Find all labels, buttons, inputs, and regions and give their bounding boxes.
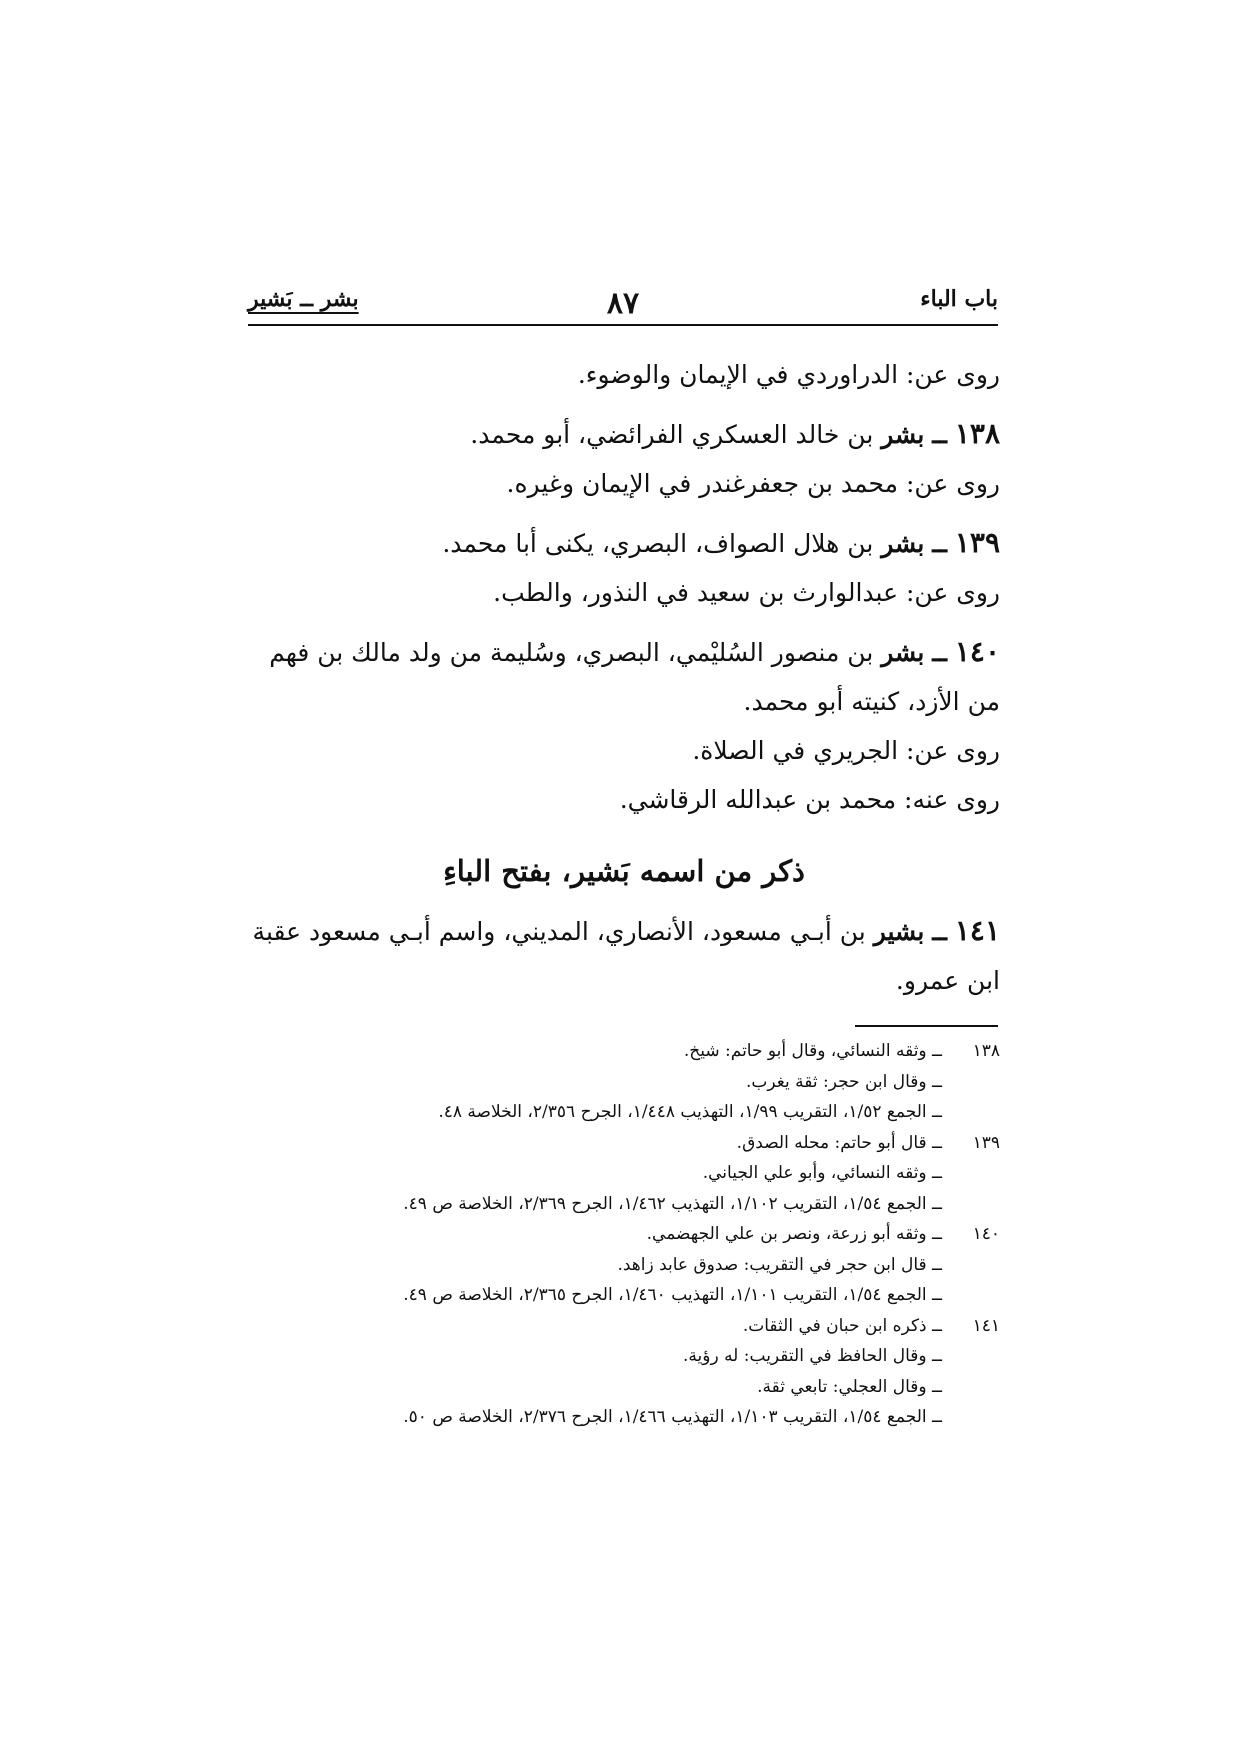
entry-name: بشر [881,638,925,667]
footnote-text: ــ الجمع ١/٥٢، التقريب ١/٩٩، التهذيب ١/٤٤٨، الجرح ٢/٣٥٦، الخلاصة ٤٨. [438,1102,942,1122]
entry-name: بشر [881,529,925,558]
entry-number: ١٣٨ [954,417,1000,450]
entry-138: ١٣٨ ــ بشر بن خالد العسكري الفرائضي، أبو محمد. روى عن: محمد بن جعفرغندر في الإيمان وغيره. [248,409,1000,508]
header-entry-range: بشر ــ بَشير [248,286,359,312]
entry-141: ١٤١ ــ بشير بن أبـي مسعود، الأنصاري، المديني، واسم أبـي مسعود عقبة ابن عمرو. [252,914,1000,995]
footnote-number: ١٣٨ [972,1041,1000,1061]
rawi-line: روى عن: الجريري في الصلاة. [692,736,1000,765]
entry-text: بن منصور السُليْمي، البصري، وسُليمة من ولد مالك بن فهم من الأزد، كنيته أبو محمد. [269,638,1000,716]
rawi-anhu-line: روى عنه: محمد بن عبدالله الرقاشي. [619,785,1000,814]
footnote-text: ــ قال ابن حجر في التقريب: صدوق عابد زاهد. [617,1254,942,1275]
footnotes [248,1036,1000,1433]
footnote-rule [855,1025,998,1027]
page-number: ٨٧ [606,286,640,321]
entry-number: ١٤٠ [954,635,1000,668]
footnote-text: ــ وثقه النسائي، وقال أبو حاتم: شيخ. [683,1041,942,1061]
entry-text: بن هلال الصواف، البصري، يكنى أبا محمد. [442,529,874,558]
section-title: ذكر من اسمه بَشير، بفتح الباءِ [443,854,805,888]
entry-text: بن أبـي مسعود، الأنصاري، المديني، واسم أبـي مسعود عقبة ابن عمرو. [252,917,1000,995]
footnote-text: ــ قال أبو حاتم: محله الصدق. [736,1132,942,1153]
entry-140: ١٤٠ ــ بشر بن منصور السُليْمي، البصري، وسُليمة من ولد مالك بن فهم من الأزد، كنيته أبو محمد. روى عن: الجريري في الصلاة. روى عنه: محمد بن عبدالله الرقاشي. [248,627,1000,824]
main-text [248,350,1000,1005]
header-chapter-title: باب الباء [920,286,998,312]
text-line: روى عن: الدراوردي في الإيمان والوضوء. [577,360,1000,389]
entry-name: بشير [873,917,925,946]
entry-number: ١٤١ [954,914,1000,947]
footnote-text: ــ وقال العجلي: تابعي ثقة. [757,1376,942,1397]
rawi-line: روى عن: محمد بن جعفرغندر في الإيمان وغيره. [506,469,1000,498]
footnote-text: ــ وقال ابن حجر: ثقة يغرب. [746,1071,942,1092]
entry-number: ١٣٩ [954,526,1000,559]
footnote-text: ــ ذكره ابن حبان في الثقات. [742,1315,942,1336]
header-rule [248,324,998,326]
footnote-text: ــ وثقه أبو زرعة، ونصر بن علي الجهضمي. [646,1224,942,1244]
footnote-number: ١٣٩ [972,1132,1000,1153]
rawi-line: روى عن: عبدالوارث بن سعيد في النذور، والطب. [493,578,1000,607]
footnote-text: ــ وثقه النسائي، وأبو علي الجياني. [702,1163,942,1183]
footnote-number: ١٤١ [972,1315,1000,1336]
running-header [248,286,998,326]
footnote-text: ــ الجمع ١/٥٤، التقريب ١/١٠١، التهذيب ١/٤٦٠، الجرح ٢/٣٦٥، الخلاصة ص ٤٩. [403,1285,942,1305]
entry-name: بشر [881,420,925,449]
footnote-text: ــ الجمع ١/٥٤، التقريب ١/١٠٣، التهذيب ١/٤٦٦، الجرح ٢/٣٧٦، الخلاصة ص ٥٠. [403,1407,942,1427]
footnote-number: ١٤٠ [972,1224,1000,1244]
footnote-text: ــ وقال الحافظ في التقريب: له رؤية. [683,1346,942,1366]
entry-text: بن خالد العسكري الفرائضي، أبو محمد. [470,420,874,449]
entry-139: ١٣٩ ــ بشر بن هلال الصواف، البصري، يكنى أبا محمد. روى عن: عبدالوارث بن سعيد في النذور، والطب. [248,518,1000,617]
footnote-text: ــ الجمع ١/٥٤، التقريب ١/١٠٢، التهذيب ١/٤٦٢، الجرح ٢/٣٦٩، الخلاصة ص ٤٩. [403,1193,942,1214]
